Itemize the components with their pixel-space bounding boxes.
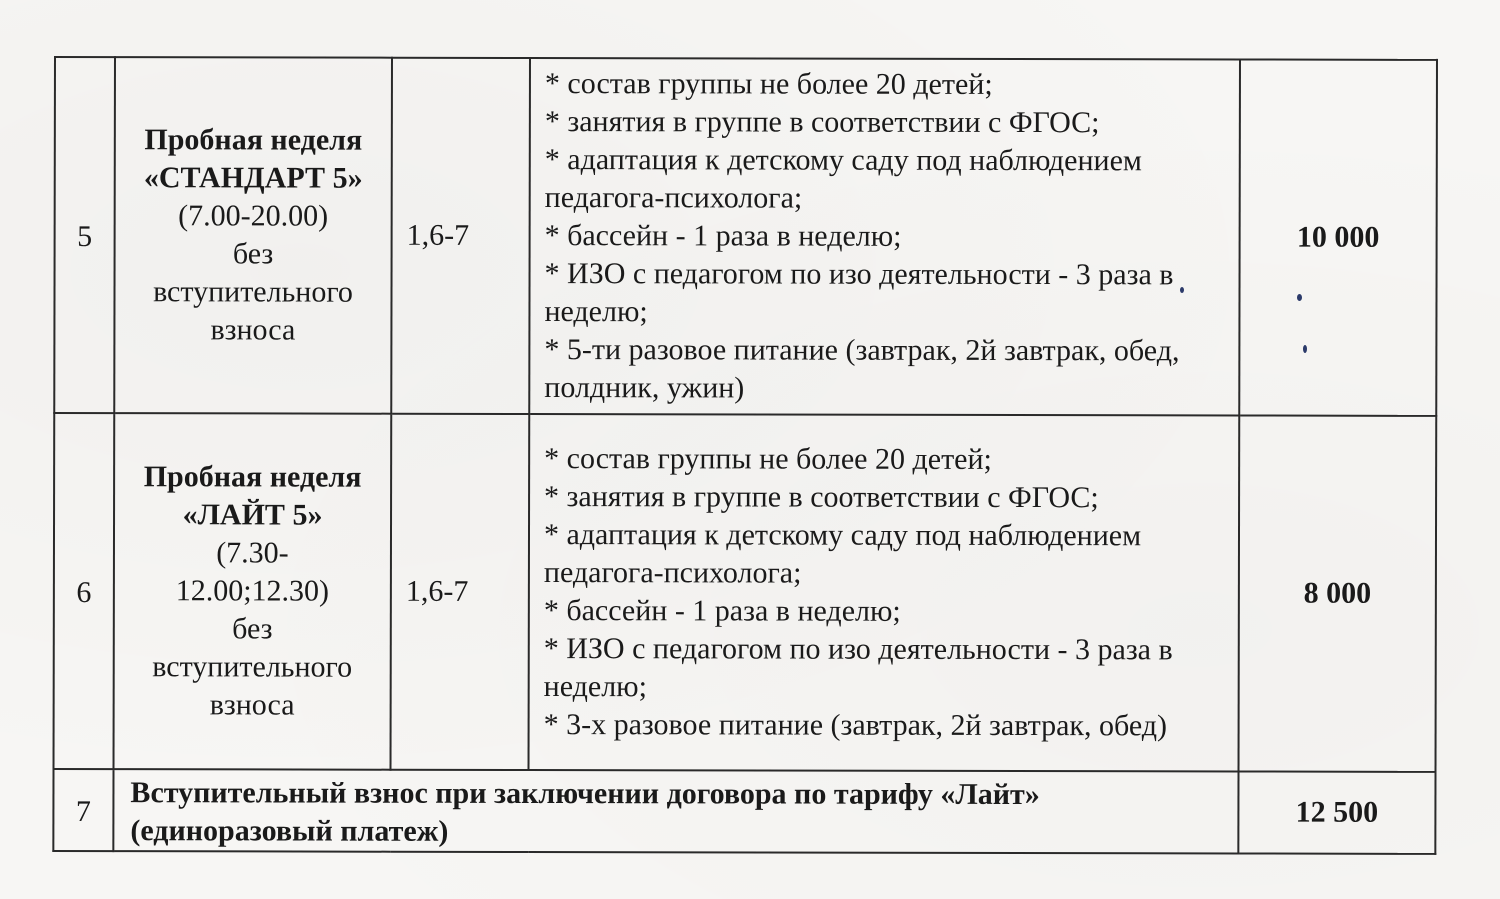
feature-item: * занятия в группе в соответствии с ФГОС; bbox=[544, 105, 1100, 140]
age-range: 1,6-7 bbox=[391, 414, 530, 770]
tariff-hours: (7.30- bbox=[216, 536, 289, 570]
tariff-name: Пробная неделя «СТАНДАРТ 5» bbox=[143, 123, 363, 195]
tariff-fee-note: вступительного bbox=[152, 650, 353, 684]
tariff-fee-note: взноса bbox=[210, 313, 296, 347]
price: 8 000 bbox=[1239, 415, 1437, 771]
feature-item: * 3-х разовое питание (завтрак, 2й завтрак, обед) bbox=[543, 708, 1168, 743]
pen-mark bbox=[1180, 287, 1184, 293]
tariff-hours: (7.00-20.00) bbox=[178, 199, 329, 233]
tariff-fee-note: без bbox=[232, 612, 273, 646]
table-row bbox=[54, 413, 1437, 772]
tariff-fee-note: без bbox=[232, 237, 274, 271]
feature-item: * состав группы не более 20 детей; bbox=[544, 67, 993, 101]
table-row bbox=[54, 57, 1437, 416]
feature-item: * адаптация к детскому саду под наблюдением педагога-психолога; bbox=[544, 143, 1142, 215]
feature-item: * ИЗО с педагогом по изо деятельности - 3 раза в неделю; bbox=[544, 257, 1174, 329]
row-number: 5 bbox=[54, 57, 115, 413]
price: 12 500 bbox=[1238, 771, 1435, 853]
tariff-fee-note: взноса bbox=[209, 688, 295, 722]
features-cell bbox=[529, 414, 1240, 771]
feature-item: * занятия в группе в соответствии с ФГОС; bbox=[544, 480, 1099, 515]
tariff-fee-note: вступительного bbox=[153, 275, 353, 309]
feature-item: * адаптация к детскому саду под наблюдением педагога-психолога; bbox=[543, 518, 1142, 590]
age-range: 1,6-7 bbox=[391, 58, 530, 414]
feature-item: * ИЗО с педагогом по изо деятельности - 3 раза в неделю; bbox=[543, 632, 1173, 704]
feature-item: * бассейн - 1 раза в неделю; bbox=[544, 219, 902, 253]
feature-item: * состав группы не более 20 детей; bbox=[544, 442, 992, 476]
feature-item: * бассейн - 1 раза в неделю; bbox=[543, 594, 901, 628]
tariff-hours: 12.00;12.30) bbox=[175, 574, 330, 608]
tariff-table bbox=[52, 56, 1438, 855]
feature-item: * 5-ти разовое питание (завтрак, 2й завтрак, обед, полдник, ужин) bbox=[544, 333, 1180, 405]
row-number: 6 bbox=[54, 413, 115, 769]
pen-mark bbox=[1297, 294, 1302, 301]
pen-mark bbox=[1303, 345, 1307, 353]
entrance-fee-label: Вступительный взнос при заключении договора по тарифу «Лайт» (единоразовый платеж) bbox=[113, 769, 1238, 853]
price: 10 000 bbox=[1239, 59, 1437, 415]
tariff-name-cell bbox=[114, 413, 392, 770]
tariff-name: Пробная неделя «ЛАЙТ 5» bbox=[143, 460, 362, 532]
tariff-name-cell bbox=[114, 57, 392, 414]
row-number: 7 bbox=[53, 769, 113, 851]
features-cell bbox=[529, 58, 1240, 415]
table-row bbox=[53, 769, 1435, 854]
